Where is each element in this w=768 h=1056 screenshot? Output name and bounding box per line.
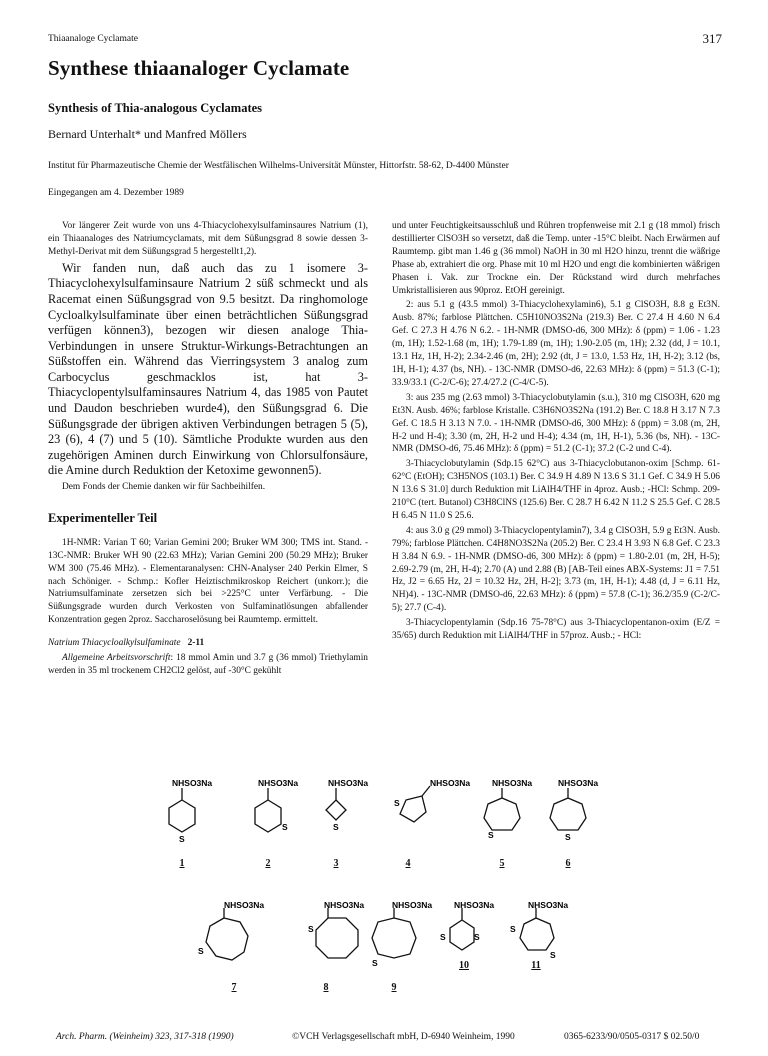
structure-2-sulfur: S (282, 822, 288, 832)
compound-2-paragraph: 2: aus 5.1 g (43.5 mmol) 3-Thiacyclohexylamin6), 5.1 g ClSO3H, 8.8 g Et3N. Ausb. 87%; farblose Plättchen. C5H10NO3S2Na (219.3) Ber. C 27.4 H 4.60 N 6.4 Gef. C 27.3 H 4.76 N 6.2. - 1H-NMR (DMSO-d6, 300 MHz): δ (ppm) = 1.06 - 1.23 (m, 1H); 1.52-1.68 (m, 1H); 1.79-1.89 (m, 1H); 1.90-2.05 (m, 1H); 2.32 (dd, J = 10.1, 13.1 Hz, 1H, H-2); 2.34-2.46 (m, 2H); 2.92 (dt, J = 13.0, 1.53 Hz, 1H, H-2); 3.12 (bs, 1H, H-1); 4.37 (bs, NH). - 13C-NMR (DMSO-d6, 22.63 MHz): δ (ppm) = 51.3 (C-1); 33.9/33.1 (C-2/C-6); 27.4/27.2 (C-4/C-5). (392, 300, 720, 388)
thiacyclobutylamine-paragraph: 3-Thiacyclobutylamin (Sdp.15 62°C) aus 3-Thiacyclobutanon-oxim [Schmp. 61-62°C (EtOH); C3H5NOS (103.1) Ber. C 34.9 H 4.89 N 13.6 S 31.1 Gef. C 34.9 H 5.06 N 13.6 S 31.0] durch Reduktion mit LiAlH4/THF in 4proz. Ausb.; -HCl: Schmp. 209-210°C (tert. Butanol) C3H8ClNS (125.6) Ber. C 28.7 H 6.42 N 11.2 S 25.5 Gef. C 28.5 H 6.45 N 11.0 S 25.6. (392, 459, 720, 521)
acknowledgement: Dem Fonds der Chemie danken wir für Sachbeihilfen. (62, 482, 266, 493)
subsection-heading (48, 637, 368, 650)
methods-paragraph: 1H-NMR: Varian T 60; Varian Gemini 200; Bruker WM 300; TMS int. Stand. - 13C-NMR: Bruker WH 90 (22.63 MHz); Varian Gemini 200 (50.29 MHz); Bruker WM 300 (75.46 MHz). - Elementaranalysen: CHN-Analyser 240 Perkin Elmer, S nach Schöniger. - Schmp.: Kofler Heiztischmikroskop Reichert (unkorr.); die Natriumsulfaminate zersetzen sich bei >225°C unter Verfärbung. - Die Süßungsgrade wurden durch Verkosten von Sulfaminatlösungen abfallender Konzentration gegen 2proz. Saccharoselösung bei Raumtemp. ermittelt. (48, 537, 368, 626)
right-column (392, 220, 720, 643)
compound-number-3: 3 (333, 858, 339, 869)
structure-11-group: NHSO3Na (528, 900, 569, 910)
footer-journal: Arch. Pharm. (Weinheim) 323, 317-318 (1990) (56, 1032, 234, 1042)
structure-4 (390, 776, 470, 856)
general-procedure-text: : 18 mmol Amin und 3.7 g (36 mmol) Triethylamin werden in 35 ml trockenem CH2Cl2 gelöst, auf -30°C gekühlt (48, 653, 368, 676)
structure-3-group: NHSO3Na (328, 778, 369, 788)
compound-4-paragraph: 4: aus 3.0 g (29 mmol) 3-Thiacyclopentylamin7), 3.4 g ClSO3H, 5.9 g Et3N. Ausb. 79%; farblose Plättchen. C4H8NO3S2Na (205.2) Ber. C 23.4 H 3.93 N 6.8 Gef. C 23.3 H 3.84 N 6.9. - 1H-NMR (DMSO-d6, 300 MHz): δ (ppm) = 1.80-2.01 (m, 2H, H-5); 2.69-2.79 (m, 2H, H-4); 2.70 (A) und 2.88 (B) [AB-Teil eines ABX-Systems: J1 = 7.51 Hz, J2 = 6.65 Hz, 2J = 10.32 Hz, 2H, H-2]; 3.73 (m, 1H, H-1); 4.48 (d, J = 6.11 Hz, NH)4). - 13C-NMR (DMSO-d6, 22.63 MHz): δ (ppm) = 57.8 (C-1); 36.2/35.9 (C-2/C-5); 27.7 (C-4). (392, 525, 720, 614)
compound-number-5: 5 (499, 858, 505, 869)
structure-10-group: NHSO3Na (454, 900, 495, 910)
structure-6-sulfur: S (565, 832, 571, 842)
affiliation: Institut für Pharmazeutische Chemie der Westfälischen Wilhelms-Universität Münster, Hittorfstr. 58-62, D-4400 Münster (48, 161, 509, 171)
structure-7 (196, 898, 276, 982)
structure-7-group: NHSO3Na (224, 900, 265, 910)
procedure-continued: und unter Feuchtigkeitsausschluß und Rühren tropfenweise mit 2.1 g (18 mmol) frisch destillierter ClSO3H so versetzt, daß die Temp. unter -15°C bleibt. Nach Erwärmen auf Raumtemp. gibt man 1.46 g (36 mmol) NaOH in 30 ml H2O hinzu, trennt die wäßrige Phase ab, extrahiert die org. Phase mit 10 ml H2O und engt die kombinierten wäßrigen Phasen i. Vak. zur Trockne ein. Der Rückstand wird durch mehrfaches Umkristallisieren aus 90proz. EtOH gereinigt. (392, 221, 720, 296)
subsection-title: Natrium Thiacycloalkylsulfaminate (48, 638, 181, 649)
compound-number-7: 7 (231, 982, 237, 993)
structure-7-sulfur: S (198, 946, 204, 956)
compound-number-8: 8 (323, 982, 329, 993)
compound-number-6: 6 (565, 858, 571, 869)
structure-1 (150, 776, 214, 856)
compound-number-2: 2 (265, 858, 271, 869)
article-subtitle: Synthesis of Thia-analogous Cyclamates (48, 101, 263, 115)
compound-number-9: 9 (391, 982, 397, 993)
received-date: Eingegangen am 4. Dezember 1989 (48, 188, 184, 198)
compound-3-paragraph: 3: aus 235 mg (2.63 mmol) 3-Thiacyclobutylamin (s.u.), 310 mg ClSO3H, 620 mg Et3N. Ausb. 46%; farblose Kristalle. C3H6NO3S2Na (191.2) Ber. C 18.8 H 3.17 N 7.3 Gef. C 18.5 H 3.13 N 7.0. - 1H-NMR (DMSO-d6, 300 MHz): δ (ppm) = 3.08 (m, 2H, H-2 und H-4); 3.30 (m, 2H, H-2 und H-4); 4.34 (m, 1H, H-1), 5.36 (bs, NH). - 13C-NMR (DMSO-d6, 75.46 MHz): δ (ppm) = 51.2 (C-1); 37.2 (C-2 und C-4). (392, 392, 720, 455)
structure-10-sulfur-left: S (440, 932, 446, 942)
structure-5-sulfur: S (488, 830, 494, 840)
structure-9-group: NHSO3Na (392, 900, 433, 910)
structure-4-group: NHSO3Na (430, 778, 470, 788)
footer-publisher: ©VCH Verlagsgesellschaft mbH, D-6940 Weinheim, 1990 (292, 1032, 515, 1042)
structure-8-sulfur: S (308, 924, 314, 934)
running-head: Thiaanaloge Cyclamate (48, 34, 138, 44)
structure-2 (236, 776, 300, 856)
structure-11-sulfur-left: S (510, 924, 516, 934)
intro-paragraph: Wir fanden nun, daß auch das zu 1 isomere 3-Thiacyclohexylsulfaminsaure Natrium 2 süß schmeckt und als Racemat einen Süßungsgrad von 9.5 besitzt. Da ringhomologe Cycloalkylsulfaminate über einen beträchtlichen Süßungsgrad verfügen können3), bezogen wir diesen analoge Thia-Verbindungen in unsere Struktur-Wirkungs-Betrachtungen an Süßstoffen ein. Während das Vierringsystem 3 analog zum Carbocyclus geschmacklos ist, hat 3-Thiacyclopentylsulfaminsaures Natrium 4, das 1985 von Pautet und Daudon beschrieben wurde4), den Süßungsgrad 6. Die Süßungsgrade der übrigen aktiven Verbindungen betragen 5 (5), 23 (6), 4 (7) und 5 (10). Sämtliche Produkte wurden aus den zugehörigen Aminen durch Einwirkung von Chlorsulfonsäure, die Amine durch Reduktion der Ketoxime gewonnen5). (48, 260, 368, 478)
page-number: 317 (702, 31, 722, 46)
general-procedure-label: Allgemeine Arbeitsvorschrift (62, 653, 171, 664)
structure-3 (310, 776, 374, 856)
structure-2-group: NHSO3Na (258, 778, 299, 788)
structure-5 (468, 776, 538, 856)
structure-4-sulfur: S (394, 798, 400, 808)
section-heading: Experimenteller Teil (48, 510, 158, 525)
general-procedure (48, 652, 368, 678)
structure-6-group: NHSO3Na (558, 778, 599, 788)
left-column (48, 220, 368, 678)
author-line: Bernard Unterhalt* und Manfred Möllers (48, 127, 247, 141)
subsection-range: 2-11 (187, 638, 205, 649)
structure-1-group: NHSO3Na (172, 778, 213, 788)
structure-3-sulfur: S (333, 822, 339, 832)
structure-10-sulfur-right: S (474, 932, 480, 942)
structure-11-sulfur-right: S (550, 950, 556, 960)
compound-number-4: 4 (405, 858, 411, 869)
structure-9 (360, 898, 440, 982)
structure-9-sulfur: S (372, 958, 378, 968)
structure-6 (534, 776, 604, 856)
compound-number-1: 1 (179, 858, 185, 869)
compound-number-11: 11 (531, 960, 541, 971)
structure-1-sulfur: S (179, 834, 185, 844)
footer-code: 0365-6233/90/0505-0317 $ 02.50/0 (564, 1032, 700, 1042)
article-title: Synthese thiaanaloger Cyclamate (48, 56, 350, 80)
thiacyclopentylamine-paragraph: 3-Thiacyclopentylamin (Sdp.16 75-78°C) aus 3-Thiacyclopentanon-oxim (E/Z = 35/65) durch Reduktion mit LiAlH4/THF in 57proz. Ausb.; - HCl: (392, 618, 720, 642)
structure-8-group: NHSO3Na (324, 900, 365, 910)
abstract-paragraph: Vor längerer Zeit wurde von uns 4-Thiacyclohexylsulfaminsaures Natrium (1), ein Thiaanaloges des Natriumcyclamats, mit dem Süßungsgrad 8 sowie dessen 3-Methyl-Derivat mit dem Süßungsgrad 5 hergestellt1,2). (48, 221, 368, 257)
structure-5-group: NHSO3Na (492, 778, 533, 788)
compound-number-10: 10 (459, 960, 469, 971)
